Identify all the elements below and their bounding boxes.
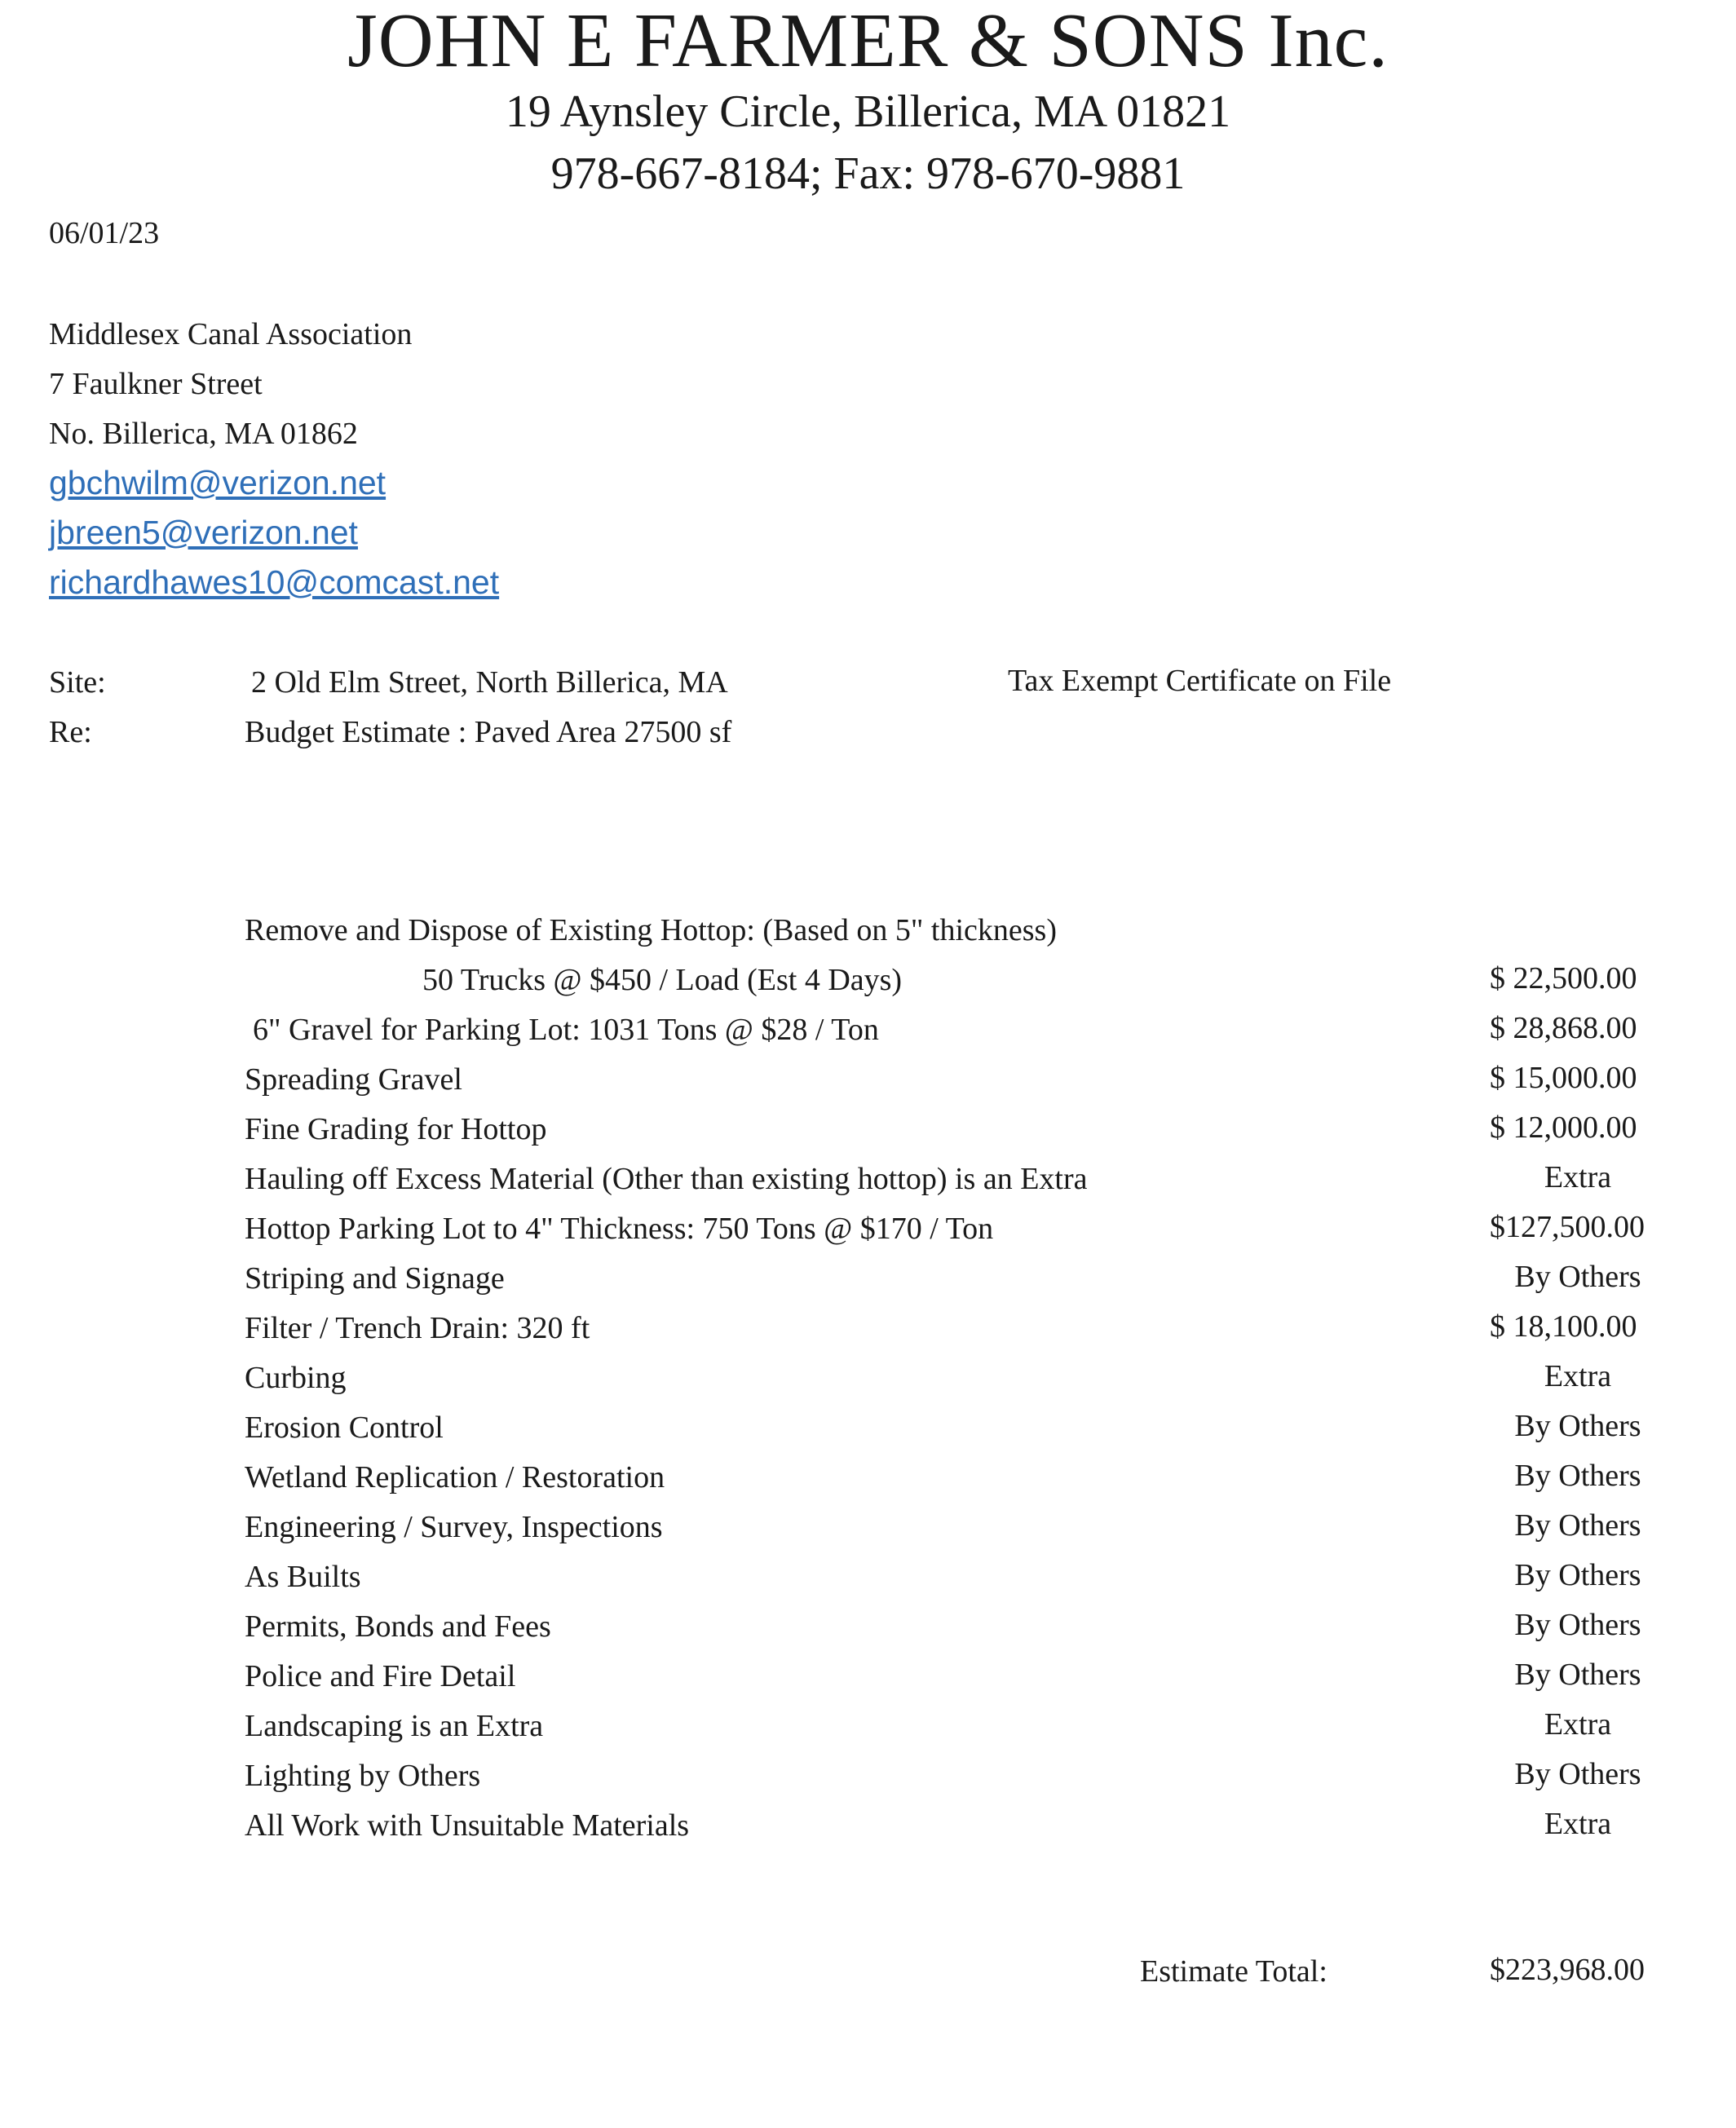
- line-item-amount: By Others: [1514, 1658, 1641, 1692]
- line-item-amount: $127,500.00: [1490, 1210, 1645, 1244]
- re-label: Re:: [49, 715, 92, 749]
- line-item-amount: $ 28,868.00: [1490, 1011, 1637, 1045]
- line-item-amount: By Others: [1514, 1757, 1641, 1791]
- site-address: 2 Old Elm Street, North Billerica, MA: [251, 665, 728, 700]
- line-item-description: As Builts: [245, 1560, 361, 1594]
- line-item-amount: By Others: [1514, 1558, 1641, 1592]
- line-item-amount: Extra: [1544, 1807, 1612, 1841]
- line-item-amount: By Others: [1514, 1459, 1641, 1493]
- line-item-amount: By Others: [1514, 1409, 1641, 1443]
- line-item-description: Erosion Control: [245, 1411, 444, 1445]
- line-item-amount: By Others: [1514, 1508, 1641, 1543]
- recipient-name: Middlesex Canal Association: [49, 317, 413, 351]
- recipient-street: 7 Faulkner Street: [49, 367, 263, 401]
- re-subject: Budget Estimate : Paved Area 27500 sf: [245, 715, 732, 749]
- document-date: 06/01/23: [49, 216, 160, 250]
- line-item-description: Lighting by Others: [245, 1759, 481, 1793]
- line-item-description: Landscaping is an Extra: [245, 1709, 544, 1743]
- site-label: Site:: [49, 665, 106, 700]
- line-item-description: Filter / Trench Drain: 320 ft: [245, 1311, 590, 1345]
- estimate-total-value: $223,968.00: [1490, 1953, 1645, 1987]
- line-item-description: Engineering / Survey, Inspections: [245, 1510, 663, 1544]
- line-item-description: Permits, Bonds and Fees: [245, 1609, 551, 1644]
- recipient-email-3[interactable]: richardhawes10@comcast.net: [49, 563, 500, 601]
- line-item-description: All Work with Unsuitable Materials: [245, 1808, 690, 1843]
- line-item-amount: $ 22,500.00: [1490, 961, 1637, 996]
- line-item-description: Spreading Gravel: [245, 1062, 462, 1097]
- line-item-description: Hauling off Excess Material (Other than existing hottop) is an Extra: [245, 1162, 1088, 1196]
- line-item-description: Hottop Parking Lot to 4" Thickness: 750 Tons @ $170 / Ton: [245, 1212, 994, 1246]
- line-item-amount: Extra: [1544, 1160, 1612, 1194]
- line-item-amount: By Others: [1514, 1260, 1641, 1294]
- line-item-description: 6" Gravel for Parking Lot: 1031 Tons @ $28 / Ton: [253, 1013, 879, 1047]
- line-item-description: Fine Grading for Hottop: [245, 1112, 547, 1146]
- line-item-description: Wetland Replication / Restoration: [245, 1460, 665, 1494]
- line-item-description: 50 Trucks @ $450 / Load (Est 4 Days): [422, 963, 903, 997]
- line-item-amount: $ 15,000.00: [1490, 1061, 1637, 1095]
- company-phone-fax: 978-667-8184; Fax: 978-670-9881: [550, 148, 1186, 199]
- line-item-amount: By Others: [1514, 1608, 1641, 1642]
- line-item-amount: $ 18,100.00: [1490, 1309, 1637, 1344]
- recipient-email-1[interactable]: gbchwilm@verizon.net: [49, 464, 387, 501]
- recipient-city: No. Billerica, MA 01862: [49, 417, 358, 451]
- line-item-description: Remove and Dispose of Existing Hottop: (Based on 5" thickness): [245, 913, 1057, 947]
- company-address: 19 Aynsley Circle, Billerica, MA 01821: [505, 86, 1231, 137]
- line-item-amount: Extra: [1544, 1707, 1612, 1742]
- tax-exempt-note: Tax Exempt Certificate on File: [1008, 664, 1392, 698]
- estimate-total-label: Estimate Total:: [1140, 1954, 1327, 1989]
- line-item-amount: Extra: [1544, 1359, 1612, 1393]
- line-item-description: Police and Fire Detail: [245, 1659, 516, 1693]
- line-item-amount: $ 12,000.00: [1490, 1110, 1637, 1145]
- recipient-email-2[interactable]: jbreen5@verizon.net: [49, 514, 358, 551]
- line-item-description: Curbing: [245, 1361, 347, 1395]
- line-item-description: Striping and Signage: [245, 1261, 505, 1296]
- company-name: JOHN E FARMER & SONS Inc.: [347, 0, 1389, 83]
